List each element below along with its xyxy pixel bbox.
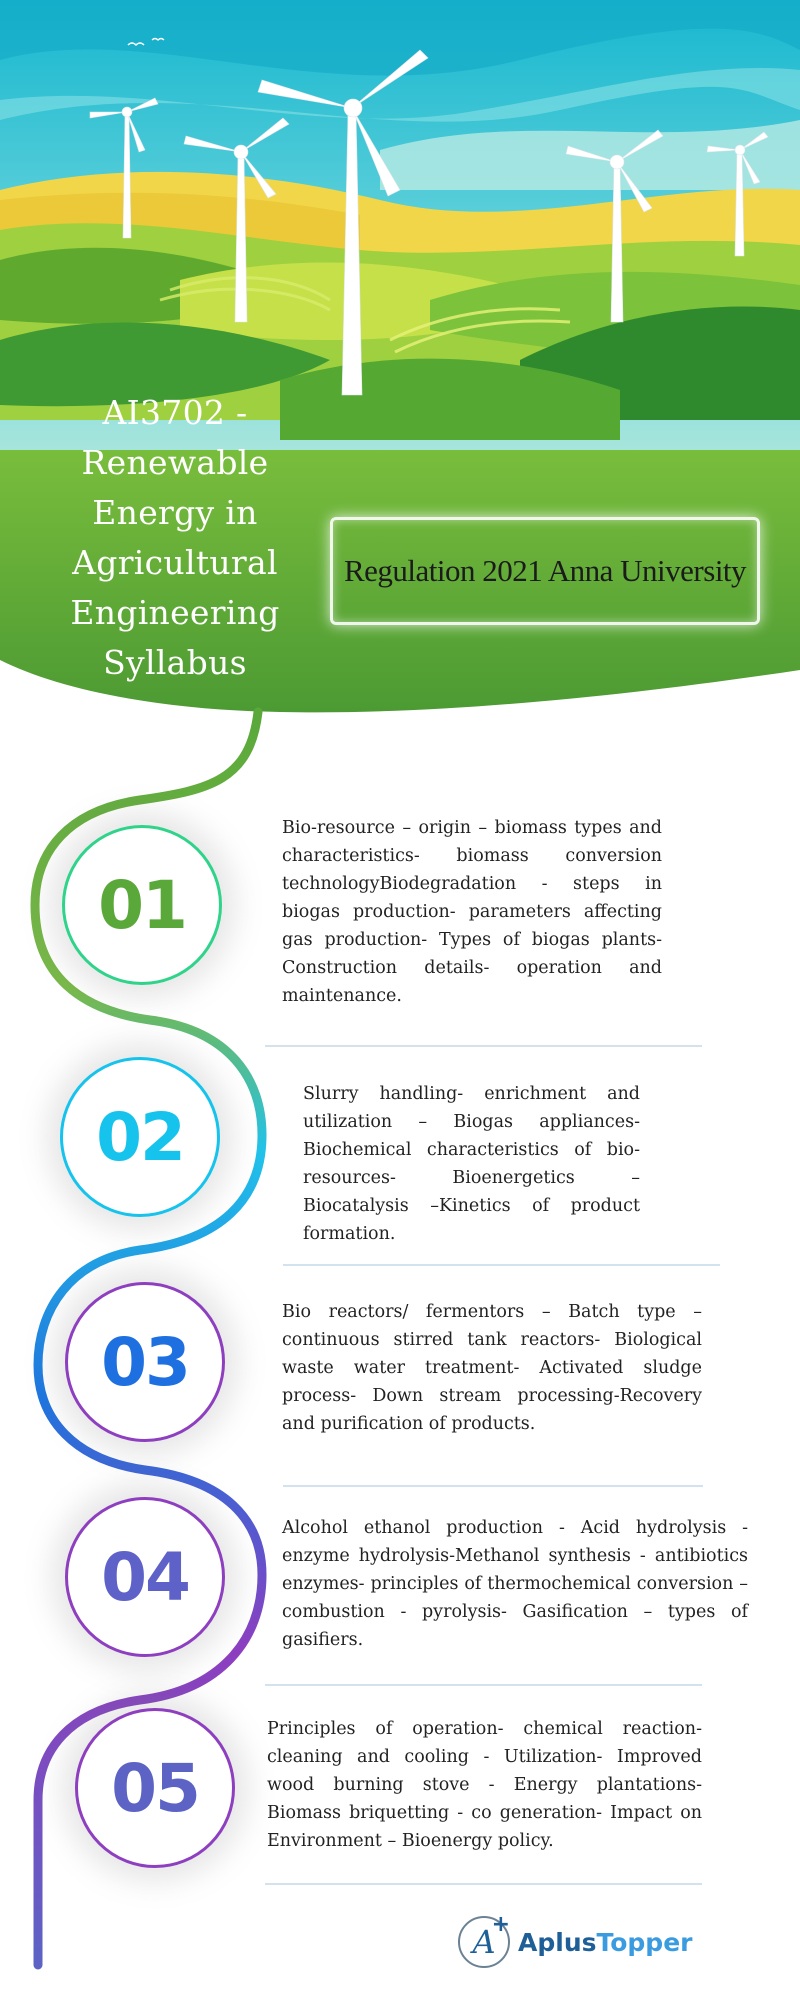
aplus-logo-icon: A + — [458, 1916, 510, 1968]
unit-separator — [283, 1485, 703, 1487]
title-line: AI3702 - — [102, 393, 248, 432]
unit-separator — [283, 1264, 720, 1266]
unit-number-badge — [62, 825, 222, 985]
unit-description: Alcohol ethanol production - Acid hydrolysis - enzyme hydrolysis-Methanol synthesis - antibiotics enzymes- principles of thermochemical conversion – combustion - pyrolysis- Gasification – types of gasifiers. — [282, 1518, 748, 1650]
unit-number: 01 — [98, 866, 186, 944]
unit-number: 05 — [111, 1749, 199, 1827]
unit-number-badge — [65, 1497, 225, 1657]
unit-description: Bio reactors/ fermentors – Batch type – continuous stirred tank reactors- Biological waste water treatment- Activated sludge process- Down stream processing-Recovery and purification of products. — [282, 1302, 702, 1434]
unit-number-badge — [65, 1282, 225, 1442]
unit-number: 02 — [96, 1098, 184, 1176]
unit-separator — [265, 1045, 702, 1047]
unit-number-badge — [75, 1708, 235, 1868]
title-line: Energy in — [92, 493, 258, 532]
logo-wordmark: AplusTopper — [518, 1927, 693, 1957]
unit-description: Slurry handling- enrichment and utilization – Biogas appliances- Biochemical characteristics of bio-resources- Bioenergetics – Biocatalysis –Kinetics of product formation. — [303, 1084, 640, 1244]
unit-number-badge — [60, 1057, 220, 1217]
aplustopper-logo[interactable] — [458, 1912, 698, 1972]
title-line: Syllabus — [103, 643, 247, 682]
title-line: Engineering — [70, 593, 280, 632]
unit-number: 04 — [101, 1538, 189, 1616]
unit-separator — [265, 1684, 702, 1686]
unit-description: Principles of operation- chemical reaction- cleaning and cooling - Utilization- Improved wood burning stove - Energy plantations- Biomass briquetting - co generation- Impact on Environment – Bioenergy policy. — [267, 1719, 702, 1851]
title-line: Renewable — [81, 443, 269, 482]
title-line: Agricultural — [72, 543, 278, 582]
regulation-text: Regulation 2021 Anna University — [343, 553, 747, 588]
unit-number: 03 — [101, 1323, 189, 1401]
unit-separator — [265, 1883, 702, 1885]
unit-description: Bio-resource – origin – biomass types and characteristics- biomass conversion technologyBiodegradation - steps in biogas production- parameters affecting gas production- Types of biogas plants- Construction details- operation and maintenance. — [282, 818, 662, 1006]
